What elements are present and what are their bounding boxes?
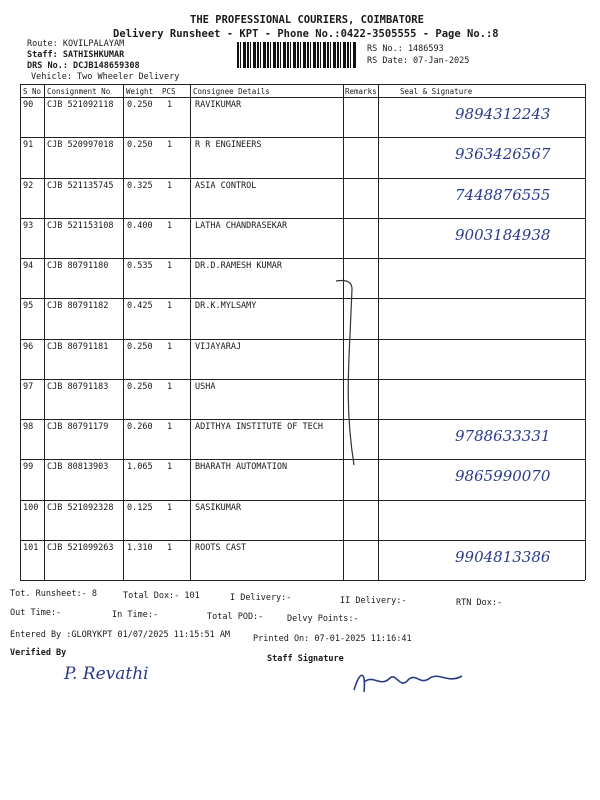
document-subtitle: Delivery Runsheet - KPT - Phone No.:0422-3505555 - Page No.:8 xyxy=(113,28,499,40)
col-header-pcs: PCS xyxy=(162,87,176,96)
handwritten-phone-note: 9003184938 xyxy=(455,225,551,244)
col-header-consignment: Consignment No xyxy=(47,87,111,96)
handwritten-phone-note: 9363426567 xyxy=(455,145,551,164)
cell-sno: 90 xyxy=(23,100,34,110)
row-divider xyxy=(20,298,585,299)
row-divider xyxy=(20,459,585,460)
handwritten-phone-note: 9865990070 xyxy=(455,467,551,486)
i-delivery: I Delivery:- xyxy=(230,593,292,603)
cell-pcs: 1 xyxy=(167,502,173,513)
cell-sno: 99 xyxy=(23,462,34,473)
row-divider xyxy=(20,178,585,179)
cell-consignment-no: CJB 521092118 xyxy=(47,100,114,110)
row-divider xyxy=(20,218,585,219)
rtn-dox: RTN Dox:- xyxy=(456,598,503,608)
col-header-sno: S No xyxy=(23,87,42,96)
row-divider xyxy=(20,339,585,340)
entered-by: Entered By :GLORYKPT 01/07/2025 11:15:51 AM xyxy=(10,630,231,640)
remarks-bracket-scribble xyxy=(330,275,360,475)
handwritten-phone-note: 9894312243 xyxy=(455,105,551,123)
tot-runsheet: Tot. Runsheet:- 8 xyxy=(10,589,97,599)
row-divider xyxy=(20,580,585,581)
total-pod: Total POD:- xyxy=(207,612,264,622)
staff-signature-label: Staff Signature xyxy=(267,654,344,664)
rs-no: RS No.: 1486593 xyxy=(367,44,444,54)
cell-pcs: 1 xyxy=(167,100,173,110)
row-divider xyxy=(20,540,585,541)
col-header-signature: Seal & Signature xyxy=(400,87,473,96)
cell-consignment-no: CJB 521099263 xyxy=(47,542,114,553)
total-dox: Total Dox:- 101 xyxy=(123,591,200,601)
cell-consignee: USHA xyxy=(195,381,216,392)
cell-consignment-no: CJB 80791180 xyxy=(47,261,109,271)
cell-weight: 0.425 xyxy=(127,301,153,312)
cell-weight: 0.250 xyxy=(127,381,153,392)
drs-label: DRS No.: DCJB148659308 xyxy=(27,61,140,71)
cell-weight: 0.250 xyxy=(127,100,153,110)
verified-by: Verified By xyxy=(10,648,67,658)
cell-consignee: ROOTS CAST xyxy=(195,542,247,553)
cell-sno: 100 xyxy=(23,502,39,513)
rs-date: RS Date: 07-Jan-2025 xyxy=(367,56,470,66)
cell-consignee: R R ENGINEERS xyxy=(195,140,262,151)
cell-consignment-no: CJB 80791179 xyxy=(47,422,109,432)
vehicle-label: Vehicle: Two Wheeler Delivery xyxy=(31,72,180,82)
cell-consignment-no: CJB 520997018 xyxy=(47,140,114,151)
cell-consignment-no: CJB 521092328 xyxy=(47,502,114,513)
document-title: THE PROFESSIONAL COURIERS, COIMBATORE xyxy=(190,14,424,26)
cell-weight: 0.325 xyxy=(127,180,153,191)
cell-pcs: 1 xyxy=(167,422,173,432)
handwritten-phone-note: 9904813386 xyxy=(455,547,551,566)
cell-consignment-no: CJB 80813903 xyxy=(47,462,109,473)
cell-consignment-no: CJB 80791181 xyxy=(47,341,109,352)
cell-weight: 0.250 xyxy=(127,140,153,151)
cell-sno: 97 xyxy=(23,381,34,392)
cell-consignee: ASIA CONTROL xyxy=(195,180,257,191)
cell-consignment-no: CJB 80791183 xyxy=(47,381,109,392)
cell-consignee: DR.D.RAMESH KUMAR xyxy=(195,261,282,271)
staff-label: Staff: SATHISHKUMAR xyxy=(27,50,125,60)
cell-weight: 1.065 xyxy=(127,462,153,473)
row-divider xyxy=(20,379,585,380)
cell-weight: 0.535 xyxy=(127,261,153,271)
cell-consignee: VIJAYARAJ xyxy=(195,341,242,352)
cell-consignee: RAVIKUMAR xyxy=(195,100,242,110)
col-header-weight: Weight xyxy=(126,87,154,96)
cell-sno: 101 xyxy=(23,542,39,553)
cell-weight: 1.310 xyxy=(127,542,153,553)
cell-sno: 94 xyxy=(23,261,34,271)
cell-consignee: SASIKUMAR xyxy=(195,502,242,513)
col-header-consignee: Consignee Details xyxy=(193,87,270,96)
cell-weight: 0.125 xyxy=(127,502,153,513)
row-divider xyxy=(20,500,585,501)
delvy-points: Delvy Points:- xyxy=(287,614,359,624)
row-divider xyxy=(20,137,585,138)
cell-sno: 91 xyxy=(23,140,34,151)
cell-weight: 0.260 xyxy=(127,422,153,432)
cell-consignee: ADITHYA INSTITUTE OF TECH xyxy=(195,422,323,432)
col-header-remarks: Remarks xyxy=(345,87,377,96)
handwritten-phone-note: 7448876555 xyxy=(455,185,551,204)
cell-consignee: BHARATH AUTOMATION xyxy=(195,462,288,473)
cell-weight: 0.250 xyxy=(127,341,153,352)
cell-consignment-no: CJB 521135745 xyxy=(47,180,114,191)
staff-signature-scribble xyxy=(350,664,470,700)
handwritten-phone-note: 9788633331 xyxy=(455,427,551,445)
cell-consignee: DR.K.MYLSAMY xyxy=(195,301,257,312)
cell-weight: 0.400 xyxy=(127,220,153,231)
cell-pcs: 1 xyxy=(167,301,173,312)
cell-sno: 98 xyxy=(23,422,34,432)
cell-sno: 93 xyxy=(23,220,34,231)
out-time: Out Time:- xyxy=(10,608,62,618)
ii-delivery: II Delivery:- xyxy=(340,596,407,606)
cell-sno: 92 xyxy=(23,180,34,191)
cell-sno: 95 xyxy=(23,301,34,312)
cell-pcs: 1 xyxy=(167,180,173,191)
verifier-signature: P. Revathi xyxy=(64,664,149,684)
row-divider xyxy=(20,419,585,420)
cell-pcs: 1 xyxy=(167,462,173,473)
cell-pcs: 1 xyxy=(167,341,173,352)
in-time: In Time:- xyxy=(112,610,159,620)
cell-consignment-no: CJB 80791182 xyxy=(47,301,109,312)
cell-consignment-no: CJB 521153108 xyxy=(47,220,114,231)
cell-pcs: 1 xyxy=(167,542,173,553)
cell-pcs: 1 xyxy=(167,381,173,392)
printed-on: Printed On: 07-01-2025 11:16:41 xyxy=(253,634,412,644)
cell-sno: 96 xyxy=(23,341,34,352)
row-divider xyxy=(20,258,585,259)
route-label: Route: KOVILPALAYAM xyxy=(27,39,125,49)
cell-pcs: 1 xyxy=(167,140,173,151)
cell-consignee: LATHA CHANDRASEKAR xyxy=(195,220,288,231)
cell-pcs: 1 xyxy=(167,220,173,231)
cell-pcs: 1 xyxy=(167,261,173,271)
